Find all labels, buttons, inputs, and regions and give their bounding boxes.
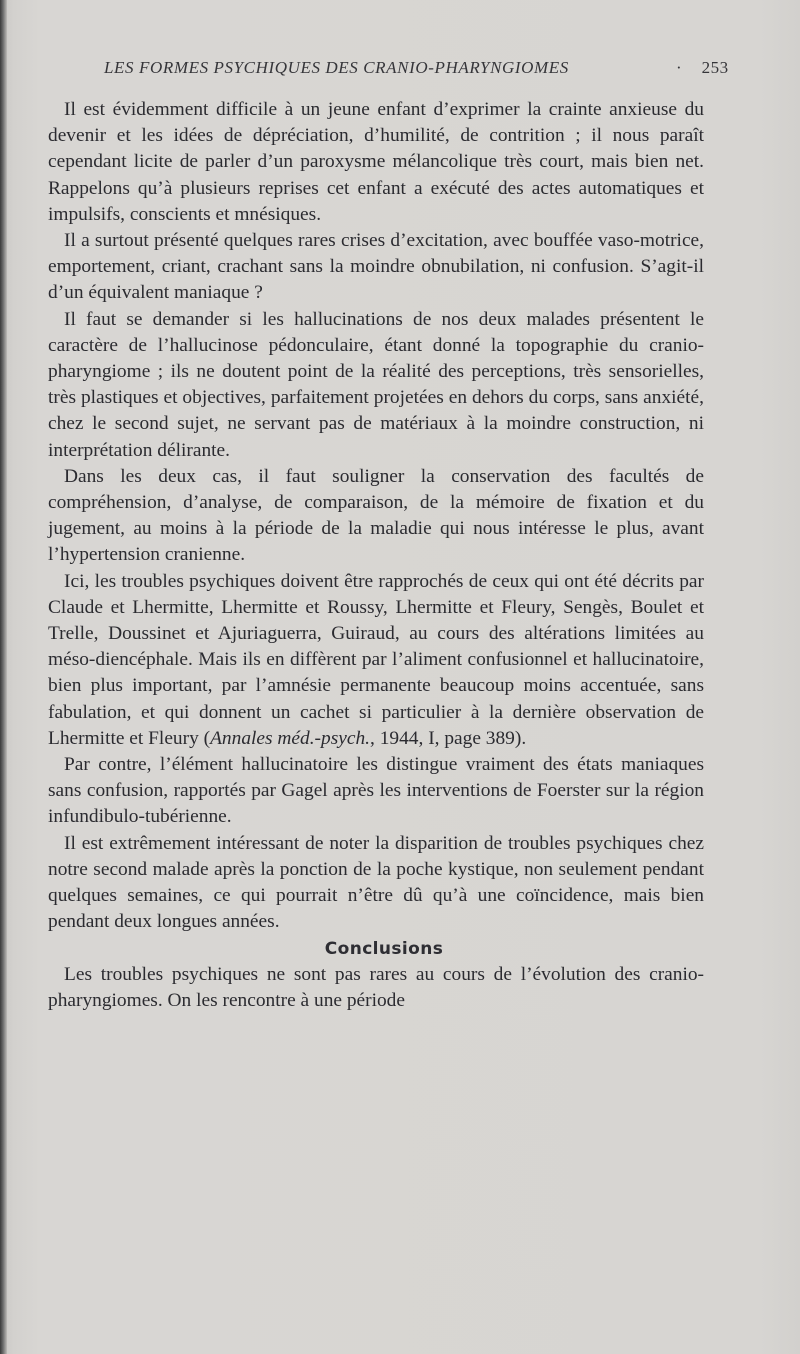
section-heading: Conclusions bbox=[324, 938, 444, 959]
paragraph-5 bbox=[48, 569, 704, 752]
page-number bbox=[676, 58, 729, 78]
citation-reference: , 1944, I, page 389). bbox=[370, 727, 527, 749]
paragraph-4: Dans les deux cas, il faut souligner la conservation des facultés de compréhension, d’analyse, de comparaison, de la mémoire de fixation et du jugement, au moins à la période de la maladie qui nous intéresse le plus, avant l’hypertension cranienne. bbox=[48, 465, 704, 566]
citation-title: Annales méd.-psych. bbox=[210, 727, 371, 749]
page-number-value: 253 bbox=[701, 58, 729, 77]
book-spine-shadow bbox=[0, 0, 7, 1354]
paragraph-3: Il faut se demander si les hallucinations de nos deux malades présentent le caractère de l’hallucinose pédonculaire, étant donné la topographie du cranio-pharyngiome ; ils ne doutent point de la réalité des perceptions, très sensorielles, très plastiques et objectives, parfaitement projetées en dehors du corps, sans anxiété, chez le second sujet, ne servant pas de matériaux à la moindre construction, ni interprétation délirante. bbox=[48, 308, 704, 461]
paragraph-5-text: Ici, les troubles psychiques doivent être rapprochés de ceux qui ont été décrits par Claude et Lhermitte, Lhermitte et Roussy, Lhermitte et Fleury, Sengès, Boulet et Trelle, Doussinet et Ajuriaguerra, Guiraud, au cours des altérations limitées au méso-diencéphale. Mais ils en diffèrent par l’aliment confusionnel et hallucinatoire, bien plus important, par l’amnésie permanente beaucoup moins accentuée, sans fabulation, et qui donnent un cachet si particulier à la dernière observation de Lhermitte et Fleury ( bbox=[48, 570, 704, 749]
conclusion-paragraph: Les troubles psychiques ne sont pas rares au cours de l’évolution des cranio-pharyngiomes. On les rencontre à une période bbox=[48, 963, 704, 1011]
paragraph-1: Il est évidemment difficile à un jeune enfant d’exprimer la crainte anxieuse du devenir et les idées de dépréciation, d’humilité, de contrition ; il nous paraît cependant licite de parler d’un paroxysme mélancolique très court, mais bien net. Rappelons qu’à plusieurs reprises cet enfant a exécuté des actes automatiques et impulsifs, conscients et mnésiques. bbox=[48, 99, 704, 225]
body-text bbox=[48, 97, 704, 1014]
paragraph-6: Par contre, l’élément hallucinatoire les distingue vraiment des états maniaques sans confusion, rapportés par Gagel après les interventions de Foerster sur la région infundibulo-tubérienne. bbox=[48, 754, 704, 828]
header-separator: · bbox=[676, 58, 683, 77]
paragraph-7: Il est extrêmement intéressant de noter la disparition de troubles psychiques chez notre second malade après la ponction de la poche kystique, non seulement pendant quelques semaines, ce qui pourrait n’être dû qu’à une coïncidence, mais bien pendant deux longues années. bbox=[48, 832, 704, 933]
running-head: LES FORMES PSYCHIQUES DES CRANIO-PHARYNGIOMES bbox=[104, 58, 569, 77]
paragraph-2: Il a surtout présenté quelques rares crises d’excitation, avec bouffée vaso-motrice, emportement, criant, crachant sans la moindre obnubilation, ni confusion. S’agit-il d’un équivalent maniaque ? bbox=[48, 230, 704, 304]
